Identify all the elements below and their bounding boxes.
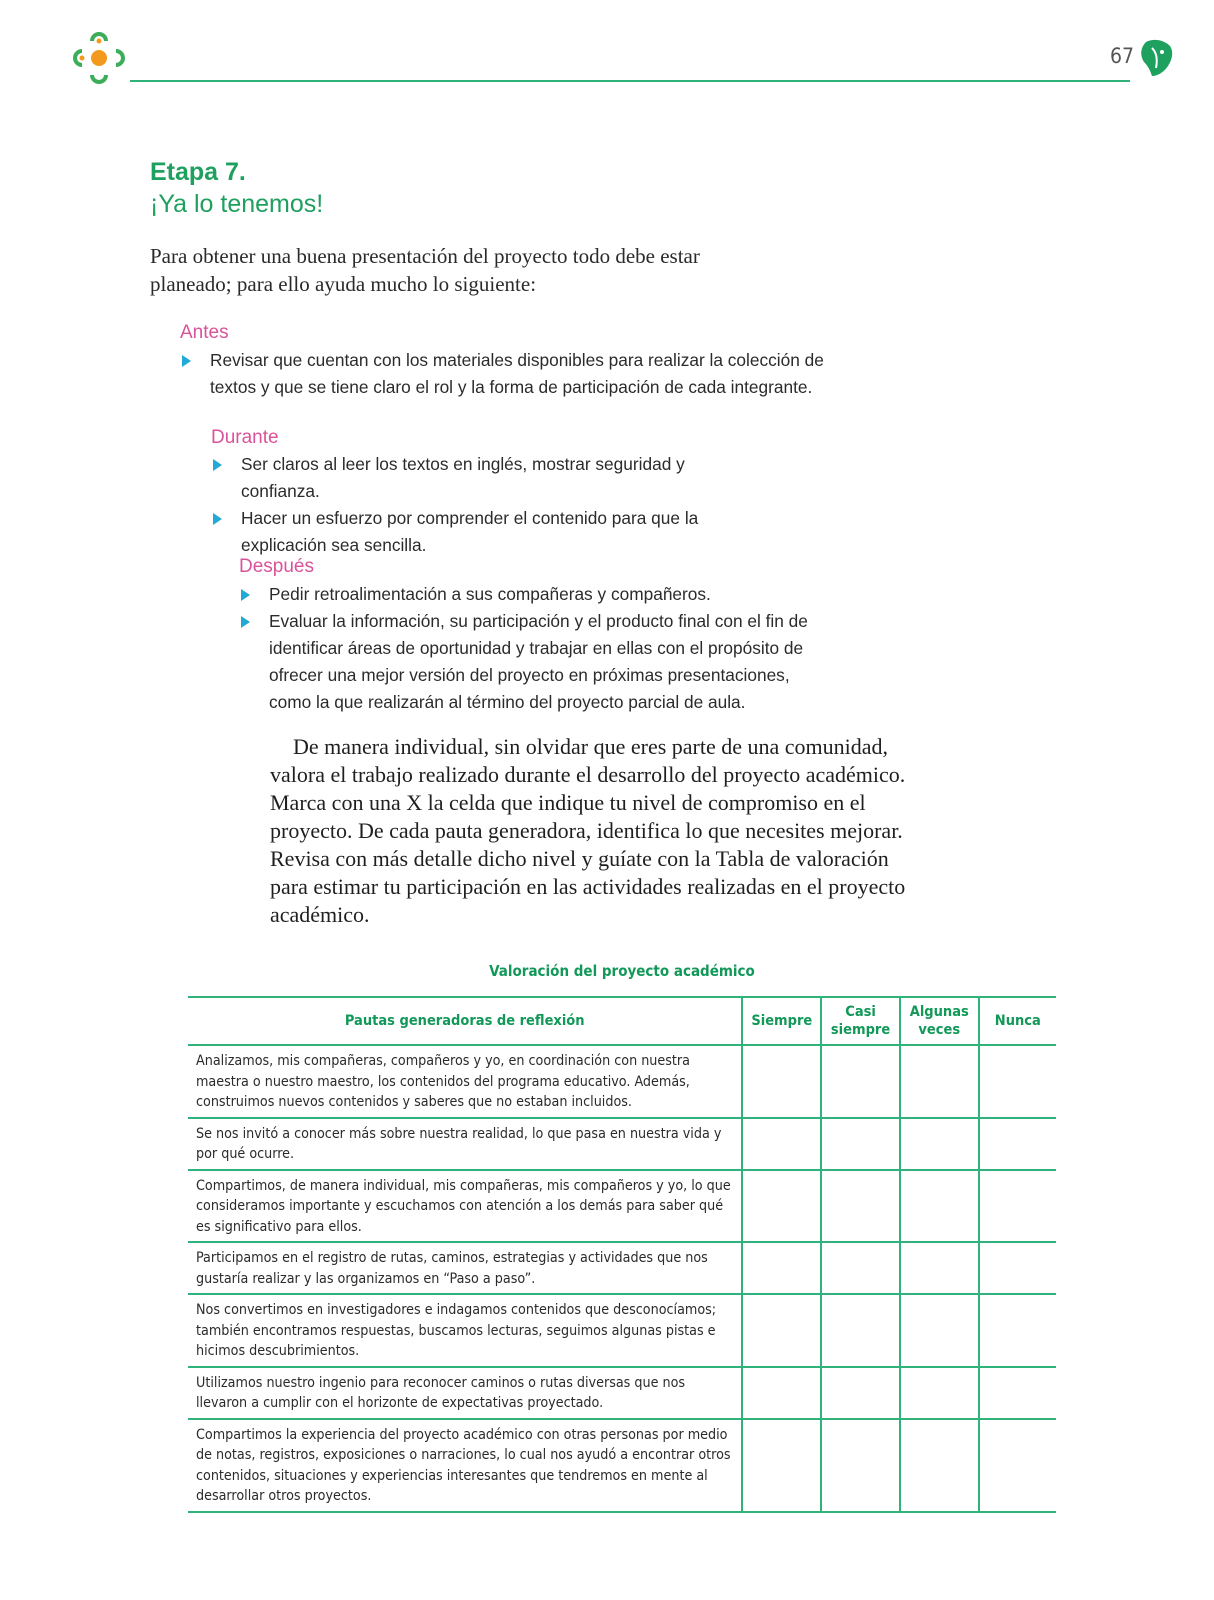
row-criterion: Analizamos, mis compañeras, compañeros y yo, en coordinación con nuestra maestra o nuestro maestro, los contenidos del programa educativo. Además, construimos nuevos contenidos y saberes que no estaban incluidos. [188,1045,742,1118]
intro-paragraph: Para obtener una buena presentación del proyecto todo debe estar planeado; para ello ayuda mucho lo siguiente: [150,244,700,296]
durante-list [211,451,731,559]
green-leaf-icon [1140,38,1174,78]
bullet-triangle-icon [182,355,191,367]
cell-siempre[interactable] [742,1045,821,1118]
cell-siempre[interactable] [742,1367,821,1419]
cell-siempre[interactable] [742,1118,821,1170]
bullet-triangle-icon [213,459,222,471]
list-item: Hacer un esfuerzo por comprender el contenido para que la explicación sea sencilla. [211,505,731,559]
cell-nunca[interactable] [979,1170,1056,1243]
cell-nunca[interactable] [979,1118,1056,1170]
cell-algunas-veces[interactable] [900,1419,979,1512]
cell-nunca[interactable] [979,1367,1056,1419]
cell-algunas-veces[interactable] [900,1367,979,1419]
bullet-triangle-icon [213,513,222,525]
row-criterion: Se nos invitó a conocer más sobre nuestra realidad, lo que pasa en nuestra vida y por qué ocurre. [188,1118,742,1170]
stage-subtitle: ¡Ya lo tenemos! [150,190,324,218]
row-criterion: Participamos en el registro de rutas, caminos, estrategias y actividades que nos gustaría realizar y las organizamos en “Paso a paso”. [188,1242,742,1294]
cell-algunas-veces[interactable] [900,1242,979,1294]
cell-casi-siempre[interactable] [821,1367,900,1419]
page-number: 67 [1110,44,1135,68]
header-siempre: Siempre [742,997,821,1045]
list-item: Evaluar la información, su participación y el producto final con el fin de identificar áreas de oportunidad y trabajar en ellas con el propósito de ofrecer una mejor versión del proyecto en próximas presentaciones, como la que realizarán al término del proyecto parcial de aula. [239,608,829,716]
list-item: Ser claros al leer los textos en inglés, mostrar seguridad y confianza. [211,451,731,505]
bullet-triangle-icon [241,589,250,601]
row-criterion: Nos convertimos en investigadores e indagamos contenidos que desconocíamos; también encontramos respuestas, buscamos lecturas, seguimos algunas pistas e hicimos descubrimientos. [188,1294,742,1367]
cell-algunas-veces[interactable] [900,1294,979,1367]
table-row [188,1419,1056,1512]
table-row [188,1118,1056,1170]
cell-casi-siempre[interactable] [821,1294,900,1367]
cell-nunca[interactable] [979,1045,1056,1118]
cell-siempre[interactable] [742,1170,821,1243]
table-row [188,1170,1056,1243]
cell-casi-siempre[interactable] [821,1419,900,1512]
list-item: Revisar que cuentan con los materiales disponibles para realizar la colección de textos y que se tiene claro el rol y la forma de participación de cada integrante. [180,347,840,401]
despues-list [239,581,829,716]
section-label-antes: Antes [180,322,229,343]
row-criterion: Utilizamos nuestro ingenio para reconocer caminos o rutas diversas que nos llevaron a cumplir con el horizonte de expectativas proyectado. [188,1367,742,1419]
table-row [188,1367,1056,1419]
cell-casi-siempre[interactable] [821,1170,900,1243]
header-rule [130,80,1130,82]
valoracion-table [188,996,1056,1513]
row-criterion: Compartimos, de manera individual, mis compañeras, mis compañeros y yo, lo que consideramos importante y escuchamos con atención a los demás para saber qué es significativo para ellos. [188,1170,742,1243]
list-item: Pedir retroalimentación a sus compañeras y compañeros. [239,581,829,608]
cell-siempre[interactable] [742,1419,821,1512]
cell-nunca[interactable] [979,1419,1056,1512]
cell-casi-siempre[interactable] [821,1242,900,1294]
table-caption: Valoración del proyecto académico [489,962,755,980]
instructions-paragraph: De manera individual, sin olvidar que eres parte de una comunidad, valora el trabajo realizado durante el desarrollo del proyecto académico. Marca con una X la celda que indique tu nivel de compromiso en el proyecto. De cada pauta generadora, identifica lo que necesites mejorar. Revisa con más detalle dicho nivel y guíate con la Tabla de valoración para estimar tu participación en las actividades realizadas en el proyecto académico. [270,734,906,927]
table-row [188,1242,1056,1294]
cell-algunas-veces[interactable] [900,1045,979,1118]
header-nunca: Nunca [979,997,1056,1045]
table-header-row [188,997,1056,1045]
section-label-durante: Durante [211,427,279,448]
antes-list [180,347,840,401]
row-criterion: Compartimos la experiencia del proyecto académico con otras personas por medio de notas, registros, exposiciones o narraciones, lo cual nos ayudó a encontrar otros contenidos, situaciones y experiencias interesantes que tendremos en mente al desarrollar otros proyectos. [188,1419,742,1512]
section-label-despues: Después [239,556,314,577]
cell-algunas-veces[interactable] [900,1118,979,1170]
cell-casi-siempre[interactable] [821,1045,900,1118]
stage-title: Etapa 7. [150,158,246,186]
header-casi-siempre: Casi siempre [821,997,900,1045]
table-row [188,1294,1056,1367]
cell-nunca[interactable] [979,1294,1056,1367]
header-pautas: Pautas generadoras de reflexión [188,997,742,1045]
header-algunas-veces: Algunas veces [900,997,979,1045]
flower-logo-icon [70,32,128,84]
cell-siempre[interactable] [742,1294,821,1367]
cell-siempre[interactable] [742,1242,821,1294]
cell-nunca[interactable] [979,1242,1056,1294]
table-row [188,1045,1056,1118]
bullet-triangle-icon [241,616,250,628]
cell-algunas-veces[interactable] [900,1170,979,1243]
cell-casi-siempre[interactable] [821,1118,900,1170]
